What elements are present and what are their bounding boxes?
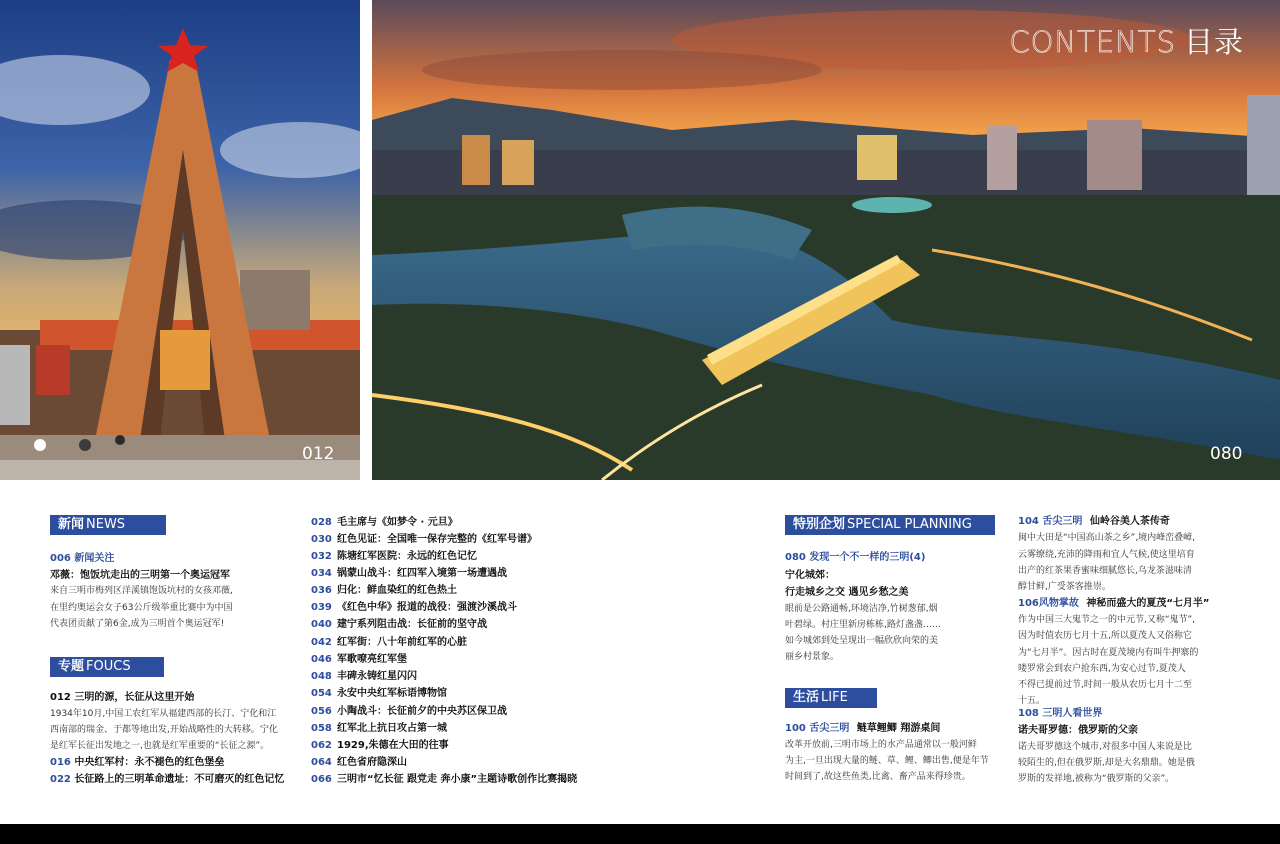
life-body-line: 为主,一旦出现大量的鲢、草、鲤、鲫出售,便是年节	[785, 756, 989, 766]
toc-item-num: 054	[311, 688, 332, 699]
right-item-3-body: 诺夫哥罗德这个城市,对很多中国人来说是比	[1018, 742, 1192, 752]
special-banner-zh: 特别企划	[793, 517, 846, 532]
toc-item[interactable]	[311, 667, 417, 682]
news-body-line: 在里约奥运会女子63公斤级举重比赛中为中国	[50, 603, 233, 613]
toc-item-title: 归化：鲜血染红的红色热土	[337, 585, 457, 596]
toc-item-num: 034	[311, 568, 332, 579]
focus-extra-num: 022	[50, 774, 71, 785]
toc-item-num: 058	[311, 723, 332, 734]
focus-banner	[50, 657, 164, 677]
bottom-bar	[0, 824, 1280, 844]
focus-body-line: 是红军长征出发地之一,也就是红军重要的“长征之源”。	[50, 741, 270, 751]
contents-title-en: CONTENTS	[1009, 25, 1176, 59]
right-item-3-title[interactable]: 诺夫哥罗德：俄罗斯的父亲	[1018, 725, 1138, 736]
toc-item-num: 042	[311, 637, 332, 648]
special-body-line: 叶碧绿。村庄里新房栋栋,路灯盏盏……	[785, 620, 941, 630]
special-banner	[785, 515, 995, 535]
toc-item-num: 062	[311, 740, 332, 751]
life-item[interactable]	[785, 720, 940, 737]
right-item-2-title: 神秘而盛大的夏茂“七月半”	[1086, 598, 1210, 609]
city-photo	[372, 0, 1280, 480]
toc-item-title: 军歌嘹亮红军堡	[337, 654, 407, 665]
special-body-line: 丽乡村景象。	[785, 652, 840, 662]
focus-body-line: 西南部的瑞金、于都等地出发,开始战略性的大转移。宁化	[50, 725, 278, 735]
toc-item-title: 陈塘红军医院：永远的红色记忆	[337, 551, 477, 562]
life-body-line: 时间到了,故这些鱼类,比禽、畜产品来得珍贵。	[785, 772, 971, 782]
life-banner-zh: 生活	[793, 690, 820, 705]
toc-item-num: 036	[311, 585, 332, 596]
page-number-right: 080	[1210, 444, 1243, 464]
right-item-1-body: 云雾缭绕,充沛的降雨和宜人气候,使这里培育	[1018, 550, 1195, 560]
right-item-1[interactable]	[1018, 513, 1170, 530]
news-body-line: 来自三明市梅列区洋溪镇饱饭坑村的女孩邓薇,	[50, 586, 233, 596]
page-number-left: 012	[302, 444, 335, 464]
toc-item[interactable]	[311, 598, 517, 613]
toc-item-num: 039	[311, 602, 332, 613]
special-subtitle: 行走城乡之交 遇见乡愁之美	[785, 587, 909, 598]
toc-item-title: 红色见证：全国唯一保存完整的《红军号谱》	[337, 534, 537, 545]
life-body-line: 改革开放前,三明市场上的水产品通常以一般河鲜	[785, 740, 977, 750]
focus-item-header-text: 012 三明的源，长征从这里开始	[50, 692, 195, 703]
toc-item-num: 064	[311, 757, 332, 768]
toc-item-title: 1929,朱德在大田的往事	[337, 740, 449, 751]
toc-item[interactable]	[311, 547, 477, 562]
toc-item-title: 小陶战斗：长征前夕的中央苏区保卫战	[337, 706, 507, 717]
toc-item-num: 066	[311, 774, 332, 785]
toc-item-title: 丰碑永铸红星闪闪	[337, 671, 417, 682]
toc-item-num: 030	[311, 534, 332, 545]
toc-item-title: 锅蒙山战斗：红四军入境第一场遭遇战	[337, 568, 507, 579]
toc-item[interactable]	[311, 530, 537, 545]
focus-body-line: 1934年10月,中国工农红军从福建西部的长汀、宁化和江	[50, 709, 277, 719]
right-item-2-body: 十五。	[1018, 696, 1046, 706]
toc-item[interactable]	[311, 513, 458, 528]
monument-photo	[0, 0, 360, 480]
right-item-2-body: 为“七月半”。因古时在夏茂境内有叫牛押寨的	[1018, 648, 1199, 658]
toc-item-num: 032	[311, 551, 332, 562]
news-item-header[interactable]: 006 新闻关注	[50, 553, 115, 564]
news-body-line: 代表团贡献了第6金,成为三明首个奥运冠军!	[50, 619, 225, 629]
toc-item[interactable]	[311, 736, 449, 751]
toc-item-num: 056	[311, 706, 332, 717]
focus-extra-num: 016	[50, 757, 71, 768]
special-subtitle: 宁化城郊：	[785, 570, 835, 581]
focus-extra-title: 中央红军村：永不褪色的红色堡垒	[74, 757, 225, 768]
contents-title	[1009, 20, 1244, 61]
right-item-1-body: 醇甘鲜,广受茶客推崇。	[1018, 582, 1111, 592]
right-item-3-body: 罗斯的发祥地,被称为“俄罗斯的父亲”。	[1018, 774, 1175, 784]
life-item-title: 鲢草鲤鲫 翔游桌间	[856, 723, 941, 734]
toc-item-title: 建宁系列阻击战：长征前的坚守战	[337, 619, 487, 630]
life-banner	[785, 688, 877, 708]
toc-item-title: 永安中央红军标语博物馆	[337, 688, 447, 699]
toc-item[interactable]	[311, 564, 507, 579]
right-item-3-header[interactable]: 108 三明人看世界	[1018, 708, 1103, 719]
toc-item[interactable]	[311, 753, 407, 768]
special-item-header[interactable]: 080 发现一个不一样的三明(4)	[785, 552, 926, 563]
focus-extra-item[interactable]	[50, 754, 224, 771]
toc-item-num: 040	[311, 619, 332, 630]
toc-item[interactable]	[311, 633, 467, 648]
news-banner-en: NEWS	[86, 517, 126, 532]
toc-item[interactable]	[311, 719, 447, 734]
focus-extra-title: 长征路上的三明革命遗址：不可磨灭的红色记忆	[74, 774, 285, 785]
right-item-2[interactable]	[1018, 595, 1210, 612]
focus-banner-zh: 专题	[58, 659, 85, 674]
right-item-2-body: 因为时值农历七月十五,所以夏茂人又俗称它	[1018, 631, 1192, 641]
special-banner-en: SPECIAL PLANNING	[847, 517, 972, 532]
right-item-2-header: 106风物掌故	[1018, 598, 1079, 609]
focus-item-header[interactable]	[50, 689, 194, 706]
right-item-3-body: 较陌生的,但在俄罗斯,却是大名鼎鼎。她是俄	[1018, 758, 1195, 768]
news-item-title[interactable]: 邓薇：饱饭坑走出的三明第一个奥运冠军	[50, 570, 230, 581]
toc-item[interactable]	[311, 770, 577, 785]
life-banner-en: LIFE	[821, 690, 848, 705]
toc-item-num: 046	[311, 654, 332, 665]
special-body-line: 如今城郊到处呈现出一幅欣欣向荣的美	[785, 636, 939, 646]
toc-item[interactable]	[311, 650, 407, 665]
toc-item[interactable]	[311, 684, 447, 699]
right-item-1-header: 104 舌尖三明	[1018, 516, 1083, 527]
right-item-2-body: 作为中国三大鬼节之一的中元节,又称“鬼节”,	[1018, 615, 1196, 625]
toc-item-num: 028	[311, 517, 332, 528]
toc-item[interactable]	[311, 615, 487, 630]
toc-item-num: 048	[311, 671, 332, 682]
toc-item-title: 红军北上抗日攻占第一城	[337, 723, 447, 734]
right-item-1-body: 出产的红茶果香蜜味细腻悠长,乌龙茶滋味清	[1018, 566, 1192, 576]
news-banner-zh: 新闻	[58, 517, 85, 532]
toc-item-title: 毛主席与《如梦令 · 元旦》	[337, 517, 458, 528]
special-body-line: 眼前是公路通畅,环境洁净,竹树葱郁,烟	[785, 604, 938, 614]
focus-banner-en: FOUCS	[86, 659, 131, 674]
right-item-2-body: 不得已提前过节,时间一般从农历七月十二至	[1018, 680, 1192, 690]
focus-extra-item[interactable]	[50, 771, 284, 788]
toc-item-title: 红色省府隐深山	[337, 757, 407, 768]
toc-item[interactable]	[311, 581, 457, 596]
contents-title-zh: 目录	[1183, 25, 1244, 59]
toc-item-title: 《红色中华》报道的战役：强渡沙溪战斗	[337, 602, 517, 613]
right-item-2-body: 喽罗常会到农户抢东西,为安心过节,夏茂人	[1018, 664, 1186, 674]
toc-item-title: 三明市“忆长征 跟党走 奔小康”主题诗歌创作比赛揭晓	[337, 774, 578, 785]
toc-item[interactable]	[311, 702, 507, 717]
toc-item-title: 红军街：八十年前红军的心脏	[337, 637, 467, 648]
news-banner	[50, 515, 166, 535]
right-item-1-title: 仙岭谷美人茶传奇	[1089, 516, 1170, 527]
life-item-header: 100 舌尖三明	[785, 723, 850, 734]
right-item-1-body: 闽中大田是“中国高山茶之乡”,境内峰峦叠嶂,	[1018, 533, 1196, 543]
